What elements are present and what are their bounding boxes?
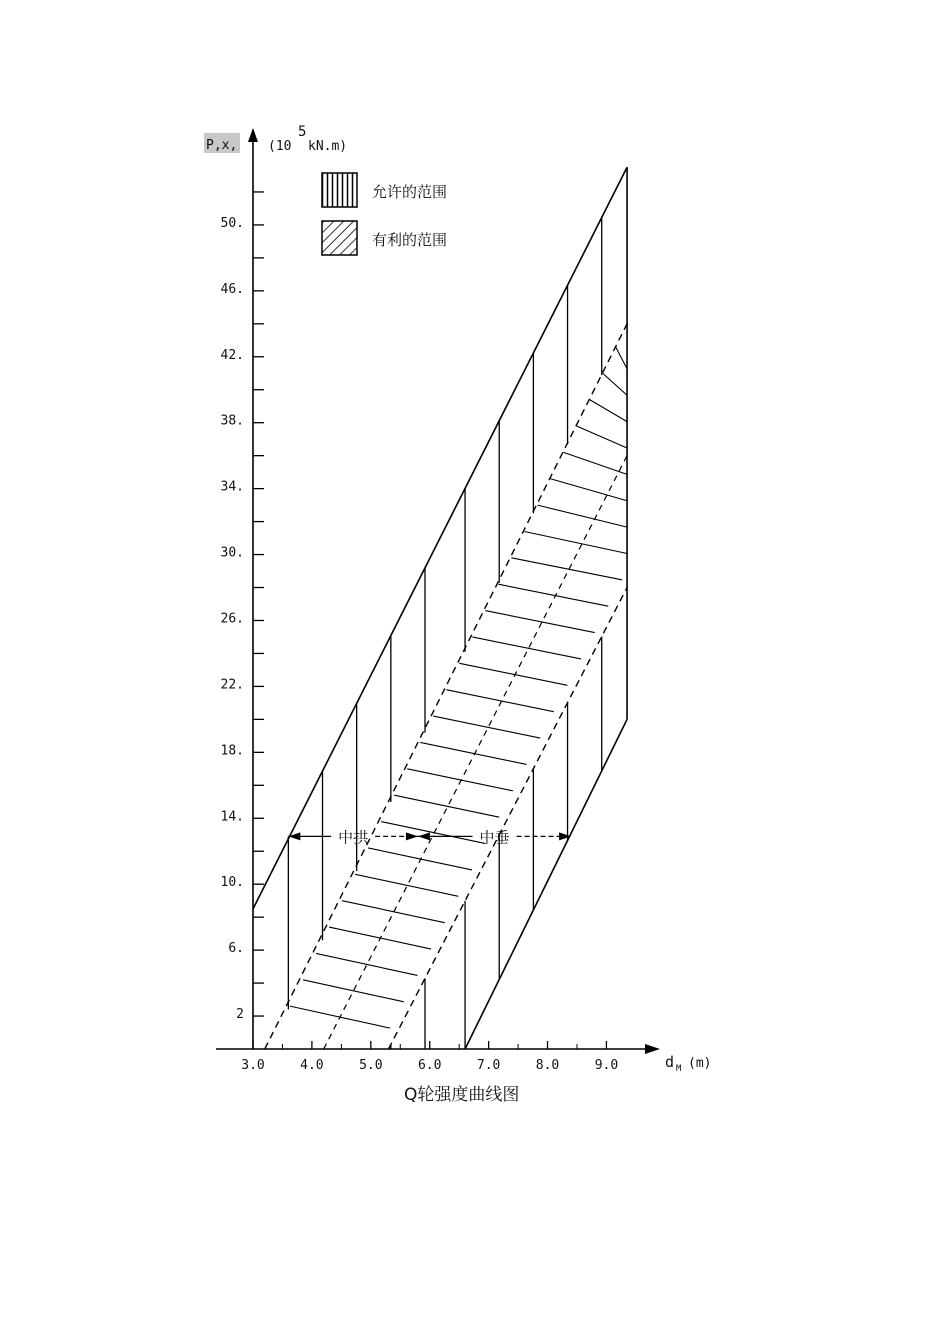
- favorable-hatch-rung: [603, 373, 627, 395]
- y-tick-label: 10.: [220, 875, 244, 891]
- x-tick-label: 7.0: [476, 1058, 501, 1073]
- y-tick-label: 14.: [220, 809, 244, 825]
- allowed-upper-boundary: [253, 167, 627, 909]
- favorable-hatch-rung: [537, 505, 627, 527]
- x-tick-label: 4.0: [300, 1058, 324, 1073]
- x-tick-label: 3.0: [241, 1058, 265, 1073]
- legend-swatch-allowed: [322, 173, 357, 207]
- y-tick-label: 2: [236, 1007, 244, 1023]
- y-tick-label: 34.: [220, 479, 244, 495]
- annotation-sagging: 中垂: [479, 828, 510, 847]
- favorable-hatch-rung: [590, 400, 627, 422]
- x-axis-arrow: [645, 1044, 660, 1054]
- x-tick-label: 8.0: [535, 1058, 560, 1073]
- favorable-lower-boundary: [388, 588, 627, 1049]
- favorable-hatch-rung: [616, 347, 627, 369]
- favorable-hatch-rung: [524, 531, 627, 553]
- x-axis-unit: (m): [688, 1056, 712, 1071]
- favorable-hatch-rung: [381, 822, 485, 844]
- y-tick-label: 18.: [220, 743, 244, 759]
- favorable-hatch-rung: [472, 637, 581, 659]
- chart-title: Q轮强度曲线图: [404, 1085, 520, 1105]
- y-tick-label: 30.: [220, 545, 244, 561]
- favorable-hatch-rung: [316, 953, 417, 975]
- y-axis-unit-exponent: 5: [298, 124, 307, 140]
- favorable-hatch-rung: [446, 690, 553, 712]
- allowed-lower-boundary: [465, 719, 627, 1049]
- favorable-hatch-rung: [551, 479, 628, 501]
- y-axis-unit-tail: kN.m): [308, 139, 348, 154]
- y-tick-label: 46.: [220, 281, 244, 297]
- y-tick-label: 22.: [220, 677, 244, 693]
- favorable-hatch-rung: [368, 848, 472, 870]
- y-tick-label: 26.: [220, 611, 244, 627]
- plot-area: [253, 167, 627, 1049]
- favorable-hatch-rung: [407, 769, 513, 791]
- favorable-hatch-rung: [329, 927, 431, 949]
- favorable-hatch-rung: [420, 742, 526, 764]
- legend: [322, 173, 447, 255]
- favorable-hatch-rung: [433, 716, 540, 738]
- favorable-hatch-rung: [342, 901, 445, 923]
- annotation-arrowhead: [418, 832, 430, 840]
- favorable-hatch-rung: [485, 611, 594, 633]
- favorable-hatch-rung: [355, 874, 458, 896]
- y-tick-label: 50.: [220, 215, 244, 231]
- favorable-hatch-rung: [290, 1006, 390, 1028]
- favorable-upper-boundary: [265, 324, 627, 1049]
- y-axis-ticks: [221, 192, 264, 1022]
- y-tick-label: 6.: [228, 941, 244, 957]
- x-tick-label: 5.0: [359, 1058, 383, 1073]
- x-tick-label: 9.0: [594, 1058, 619, 1073]
- favorable-hatch-rung: [459, 663, 567, 685]
- y-axis-unit: (10: [268, 139, 292, 154]
- legend-label-allowed: 允许的范围: [372, 183, 448, 201]
- annotation-arrowhead: [559, 832, 571, 840]
- favorable-hatch-rung: [498, 584, 608, 606]
- favorable-hatch-rung: [511, 558, 622, 580]
- favorable-hatch-rung: [303, 980, 404, 1002]
- annotation-arrowhead: [406, 832, 418, 840]
- favorable-hatch-rung: [394, 795, 499, 817]
- annotation-hogging: 中拱: [338, 828, 369, 847]
- x-axis-label: d: [665, 1053, 675, 1071]
- y-axis-label: P,x,: [206, 138, 238, 153]
- legend-swatch-favorable: [322, 221, 357, 255]
- favorable-centerline: [324, 456, 627, 1049]
- y-tick-label: 42.: [220, 347, 244, 363]
- x-axis-label-subscript: M: [676, 1064, 682, 1074]
- x-tick-label: 6.0: [417, 1058, 442, 1073]
- y-tick-label: 38.: [220, 413, 244, 429]
- y-axis-arrow: [248, 128, 258, 142]
- favorable-hatch-rung: [577, 426, 627, 448]
- x-axis-ticks: [241, 1041, 618, 1073]
- legend-label-favorable: 有利的范围: [372, 231, 448, 249]
- favorable-hatch-rung: [564, 452, 628, 474]
